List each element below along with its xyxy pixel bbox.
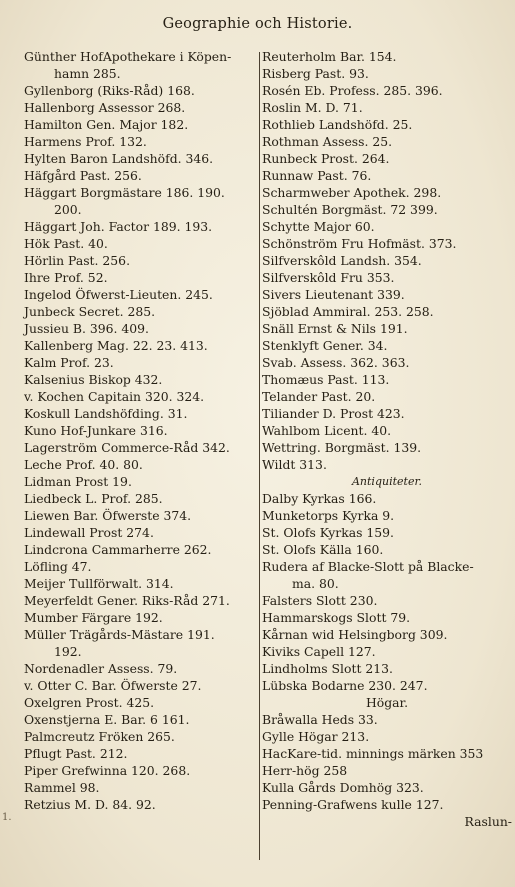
index-entry: Lindewall Prost 274. <box>24 525 154 540</box>
index-entry: Rosén Eb. Profess. 285. 396. <box>262 83 443 98</box>
index-entry: v. Otter C. Bar. Öfwerste 27. <box>24 678 202 693</box>
index-entry-continuation: ma. 80. <box>292 576 339 591</box>
index-entry: Hörlin Past. 256. <box>24 253 131 268</box>
index-entry: Pflugt Past. 212. <box>24 746 128 761</box>
column-divider <box>259 52 260 860</box>
index-entry: St. Olofs Kyrkas 159. <box>262 525 394 540</box>
index-entry: Ingelod Öfwerst-Lieuten. 245. <box>24 287 213 302</box>
index-entry: Rammel 98. <box>24 780 100 795</box>
section-subheading: Antiquiteter. <box>351 475 423 488</box>
index-entry: Koskull Landshöfding. 31. <box>24 406 188 421</box>
index-entry: HacKare-tid. minnings märken 353 <box>262 746 484 761</box>
left-index-column <box>24 48 256 813</box>
right-index-column <box>262 48 512 830</box>
index-entry: Lindcrona Cammarherre 262. <box>24 542 212 557</box>
index-entry: Herr-hög 258 <box>262 763 348 778</box>
index-entry: Häggart Borgmästare 186. 190. <box>24 185 225 200</box>
index-entry: Svab. Assess. 362. 363. <box>262 355 410 370</box>
index-entry: Kulla Gårds Domhög 323. <box>262 780 424 795</box>
index-entry: Penning-Grafwens kulle 127. <box>262 797 444 812</box>
index-entry: Müller Trägårds-Mästare 191. <box>24 627 215 642</box>
index-entry: Hallenborg Assessor 268. <box>24 100 186 115</box>
index-entry: Runnaw Past. 76. <box>262 168 372 183</box>
index-entry: Silfverskôld Landsh. 354. <box>262 253 422 268</box>
index-entry: Lindholms Slott 213. <box>262 661 393 676</box>
index-entry: Häggart Joh. Factor 189. 193. <box>24 219 213 234</box>
index-entry: Kallenberg Mag. 22. 23. 413. <box>24 338 208 353</box>
index-entry: Wettring. Borgmäst. 139. <box>262 440 422 455</box>
index-entry: Liedbeck L. Prof. 285. <box>24 491 163 506</box>
section-subheading: Högar. <box>365 695 409 710</box>
margin-mark: 1. <box>2 812 12 823</box>
index-entry: v. Kochen Capitain 320. 324. <box>24 389 205 404</box>
index-entry: Ihre Prof. 52. <box>24 270 108 285</box>
index-entry: Hylten Baron Landshöfd. 346. <box>24 151 214 166</box>
index-entry: St. Olofs Källa 160. <box>262 542 384 557</box>
index-entry: Junbeck Secret. 285. <box>24 304 156 319</box>
index-entry: Piper Grefwinna 120. 268. <box>24 763 191 778</box>
index-entry: Gyllenborg (Riks-Råd) 168. <box>24 83 195 98</box>
index-entry-continuation: hamn 285. <box>54 66 121 81</box>
index-entry: Kiviks Capell 127. <box>262 644 376 659</box>
index-entry: Hamilton Gen. Major 182. <box>24 117 189 132</box>
index-entry: Dalby Kyrkas 166. <box>262 491 377 506</box>
index-entry: Snäll Ernst & Nils 191. <box>262 321 408 336</box>
index-entry: Schytte Major 60. <box>262 219 375 234</box>
index-entry: Munketorps Kyrka 9. <box>262 508 395 523</box>
index-entry: Lübska Bodarne 230. 247. <box>262 678 428 693</box>
index-entry: Meyerfeldt Gener. Riks-Råd 271. <box>24 593 230 608</box>
index-entry: Hammarskogs Slott 79. <box>262 610 411 625</box>
index-entry: Thomæus Past. 113. <box>262 372 390 387</box>
index-entry: Wahlbom Licent. 40. <box>262 423 392 438</box>
index-entry: Schultén Borgmäst. 72 399. <box>262 202 438 217</box>
index-entry: Sjöblad Ammiral. 253. 258. <box>262 304 434 319</box>
index-entry: Günther HofApothekare i Köpen- <box>24 49 232 64</box>
index-entry: Sivers Lieutenant 339. <box>262 287 405 302</box>
index-entry: Hök Past. 40. <box>24 236 108 251</box>
index-entry: Wildt 313. <box>262 457 327 472</box>
index-entry: Kalsenius Biskop 432. <box>24 372 163 387</box>
index-entry: Palmcreutz Fröken 265. <box>24 729 175 744</box>
index-entry: Rudera af Blacke-Slott på Blacke- <box>262 559 474 574</box>
index-entry: Leche Prof. 40. 80. <box>24 457 143 472</box>
index-entry: Kuno Hof-Junkare 316. <box>24 423 168 438</box>
index-entry: Silfverskôld Fru 353. <box>262 270 395 285</box>
index-entry: Retzius M. D. 84. 92. <box>24 797 156 812</box>
page-header: Geographie och Historie. <box>162 16 353 32</box>
index-entry: Schönström Fru Hofmäst. 373. <box>262 236 457 251</box>
index-entry: Bråwalla Heds 33. <box>262 712 378 727</box>
catchword: Raslun- <box>464 814 512 829</box>
index-entry: Harmens Prof. 132. <box>24 134 147 149</box>
index-entry: Lidman Prost 19. <box>24 474 132 489</box>
index-entry-continuation: 200. <box>54 202 82 217</box>
index-entry: Rothman Assess. 25. <box>262 134 393 149</box>
index-entry: Falsters Slott 230. <box>262 593 378 608</box>
index-entry: Stenklyft Gener. 34. <box>262 338 388 353</box>
index-entry: Löfling 47. <box>24 559 92 574</box>
index-entry: Runbeck Prost. 264. <box>262 151 390 166</box>
index-entry: Scharmweber Apothek. 298. <box>262 185 442 200</box>
index-entry: Gylle Högar 213. <box>262 729 370 744</box>
index-entry: Mumber Färgare 192. <box>24 610 163 625</box>
index-entry: Liewen Bar. Öfwerste 374. <box>24 508 192 523</box>
index-entry-continuation: 192. <box>54 644 82 659</box>
index-entry: Kalm Prof. 23. <box>24 355 114 370</box>
index-entry: Oxelgren Prost. 425. <box>24 695 155 710</box>
index-entry: Oxenstjerna E. Bar. 6 161. <box>24 712 190 727</box>
index-entry: Tiliander D. Prost 423. <box>262 406 405 421</box>
index-entry: Häfgård Past. 256. <box>24 168 142 183</box>
index-entry: Lagerström Commerce-Råd 342. <box>24 440 230 455</box>
index-entry: Telander Past. 20. <box>262 389 376 404</box>
index-entry: Roslin M. D. 71. <box>262 100 363 115</box>
index-entry: Rothlieb Landshöfd. 25. <box>262 117 413 132</box>
index-entry: Meijer Tullförwalt. 314. <box>24 576 174 591</box>
index-entry: Nordenadler Assess. 79. <box>24 661 178 676</box>
index-entry: Jussieu B. 396. 409. <box>24 321 149 336</box>
index-entry: Risberg Past. 93. <box>262 66 369 81</box>
index-entry: Reuterholm Bar. 154. <box>262 49 397 64</box>
index-entry: Kårnan wid Helsingborg 309. <box>262 627 448 642</box>
